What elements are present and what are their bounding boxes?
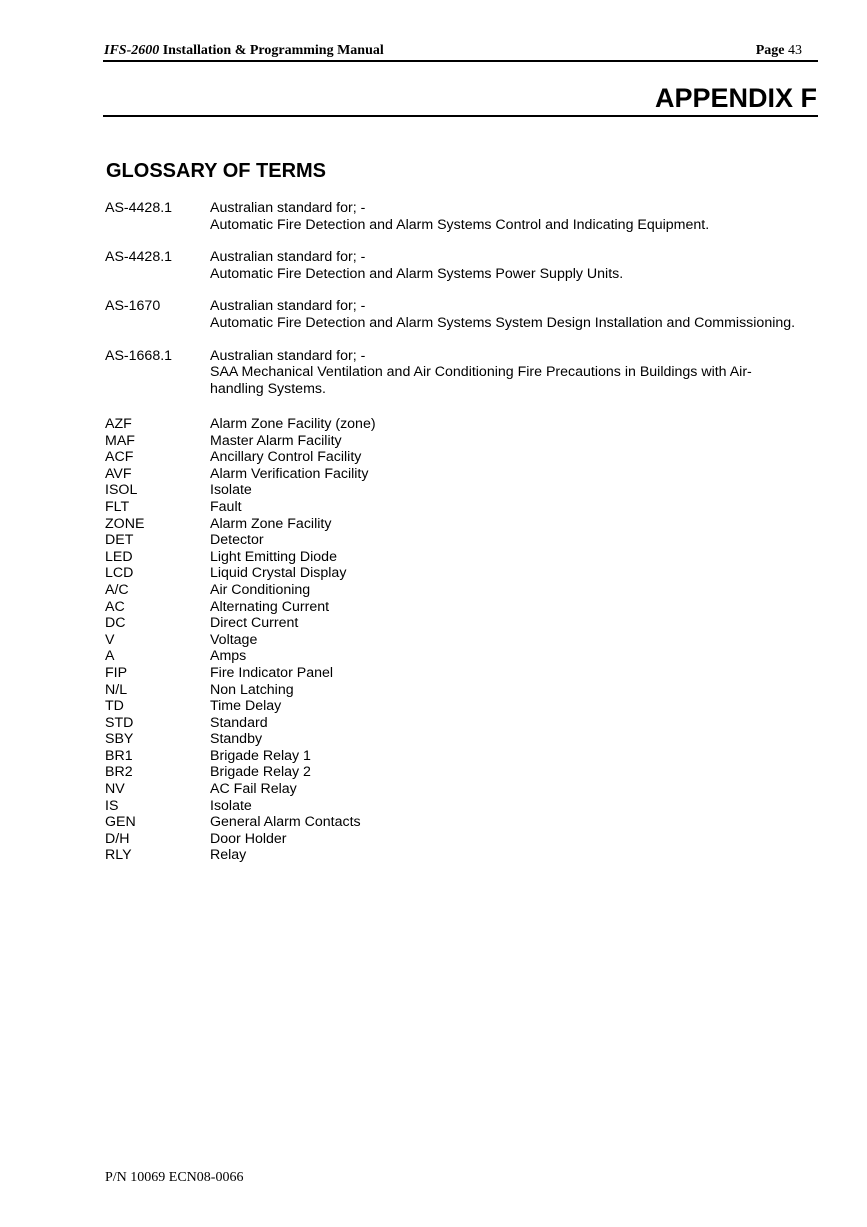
- appendix-divider: [103, 115, 818, 117]
- abbreviation-definition: Direct Current: [210, 615, 299, 632]
- header-divider: [103, 60, 818, 62]
- abbreviation-definition: Standard: [210, 714, 268, 731]
- definition-line: Australian standard for; -: [210, 249, 366, 266]
- definition-line: Automatic Fire Detection and Alarm Systems System Design Installation and Commissioning.: [210, 314, 796, 331]
- abbreviation-row: [105, 549, 705, 566]
- abbreviation-row: [105, 582, 705, 599]
- manual-title-rest: Installation & Programming Manual: [159, 43, 384, 58]
- abbreviation-term: FIP: [105, 664, 128, 681]
- definition-line: Australian standard for; -: [210, 347, 366, 364]
- abbreviation-definition: Time Delay: [210, 698, 282, 715]
- definition-line: Automatic Fire Detection and Alarm Systems Power Supply Units.: [210, 265, 624, 282]
- abbreviation-definition: Detector: [210, 532, 264, 549]
- abbreviation-term: ISOL: [105, 482, 138, 499]
- abbreviation-term: LCD: [105, 565, 134, 582]
- abbreviation-term: ZONE: [105, 515, 145, 532]
- abbreviation-definition: Isolate: [210, 482, 252, 499]
- abbreviation-term: AZF: [105, 416, 132, 432]
- abbreviation-row: [105, 764, 705, 781]
- abbreviation-row: [105, 632, 705, 649]
- abbreviation-term: NV: [105, 781, 125, 798]
- standard-term: AS-1668.1: [105, 347, 173, 364]
- abbreviation-row: [105, 516, 705, 533]
- page-indicator: [756, 42, 802, 60]
- abbreviation-row: [105, 698, 705, 715]
- page-number: 43: [788, 43, 802, 58]
- definition-line: Automatic Fire Detection and Alarm Systems Control and Indicating Equipment.: [210, 216, 710, 233]
- abbreviation-row: [105, 665, 705, 682]
- abbreviation-definition: Light Emitting Diode: [210, 548, 337, 565]
- standard-definition: [210, 348, 817, 398]
- standard-entry: [105, 298, 817, 331]
- abbreviation-definition: Master Alarm Facility: [210, 432, 342, 449]
- abbreviation-term: DET: [105, 532, 134, 549]
- standards-list: [105, 200, 817, 413]
- abbreviation-row: [105, 682, 705, 699]
- standard-term: AS-4428.1: [105, 249, 173, 266]
- appendix-title: APPENDIX F: [654, 83, 817, 113]
- standard-term: AS-1670: [105, 298, 161, 315]
- abbreviation-term: IS: [105, 797, 119, 814]
- standard-entry: [105, 200, 817, 233]
- abbreviation-term: DC: [105, 615, 126, 632]
- abbreviation-row: [105, 416, 705, 433]
- abbreviation-term: TD: [105, 698, 124, 715]
- abbreviation-definition: Alarm Zone Facility: [210, 515, 332, 532]
- abbreviation-term: AVF: [105, 465, 132, 482]
- abbreviation-definition: Brigade Relay 2: [210, 764, 311, 781]
- abbreviation-term: RLY: [105, 847, 132, 864]
- abbreviation-definition: General Alarm Contacts: [210, 814, 361, 831]
- abbreviation-row: [105, 748, 705, 765]
- model-name: IFS-2600: [104, 43, 160, 58]
- definition-line: Australian standard for; -: [210, 298, 366, 315]
- abbreviation-definition: Amps: [210, 648, 247, 665]
- abbreviation-definition: Alternating Current: [210, 598, 330, 615]
- abbreviation-definition: Voltage: [210, 631, 258, 648]
- abbreviation-term: A: [105, 648, 115, 665]
- abbreviation-definition: Standby: [210, 731, 263, 748]
- abbreviation-row: [105, 532, 705, 549]
- abbreviation-row: [105, 433, 705, 450]
- abbreviation-definition: Isolate: [210, 797, 252, 814]
- abbreviation-definition: Air Conditioning: [210, 581, 311, 598]
- abbreviation-term: LED: [105, 548, 133, 565]
- standard-definition: [210, 249, 817, 282]
- abbreviation-row: [105, 482, 705, 499]
- abbreviation-row: [105, 648, 705, 665]
- standard-term: AS-4428.1: [105, 200, 173, 216]
- part-number-footer: P/N 10069 ECN08-0066: [105, 1170, 244, 1185]
- abbreviation-definition: Non Latching: [210, 681, 294, 698]
- abbreviation-row: [105, 615, 705, 632]
- abbreviation-row: [105, 847, 705, 864]
- standard-entry: [105, 348, 817, 398]
- abbreviation-definition: Liquid Crystal Display: [210, 565, 347, 582]
- abbreviation-definition: Fault: [210, 498, 242, 515]
- abbreviation-term: D/H: [105, 830, 130, 847]
- abbreviation-term: STD: [105, 714, 134, 731]
- abbreviation-term: BR1: [105, 747, 133, 764]
- abbreviation-definition: Door Holder: [210, 830, 287, 847]
- abbreviation-row: [105, 715, 705, 732]
- definition-line: SAA Mechanical Ventilation and Air Conditioning Fire Precautions in Buildings with Air-: [210, 364, 752, 381]
- abbreviation-definition: AC Fail Relay: [210, 781, 297, 798]
- abbreviation-term: N/L: [105, 681, 128, 698]
- standard-entry: [105, 249, 817, 282]
- definition-line: handling Systems.: [210, 380, 326, 397]
- abbreviation-row: [105, 731, 705, 748]
- abbreviation-term: MAF: [105, 432, 135, 449]
- standard-definition: [210, 298, 817, 331]
- abbreviation-row: [105, 831, 705, 848]
- abbreviation-definition: Ancillary Control Facility: [210, 449, 362, 466]
- abbreviation-definition: Fire Indicator Panel: [210, 664, 334, 681]
- abbreviations-list: [105, 416, 705, 864]
- abbreviation-term: ACF: [105, 449, 134, 466]
- abbreviation-term: A/C: [105, 581, 129, 598]
- page-label: Page: [755, 43, 785, 58]
- abbreviation-row: [105, 499, 705, 516]
- standard-definition: [210, 200, 817, 233]
- page-header: [104, 42, 818, 60]
- manual-title: [104, 42, 384, 60]
- abbreviation-row: [105, 781, 705, 798]
- abbreviation-row: [105, 449, 705, 466]
- abbreviation-term: FLT: [105, 498, 130, 515]
- abbreviation-term: AC: [105, 598, 125, 615]
- abbreviation-term: SBY: [105, 731, 134, 748]
- abbreviation-row: [105, 814, 705, 831]
- definition-line: Australian standard for; -: [210, 200, 366, 216]
- abbreviation-definition: Alarm Zone Facility (zone): [210, 416, 376, 432]
- abbreviation-term: V: [105, 631, 115, 648]
- abbreviation-row: [105, 466, 705, 483]
- abbreviation-term: BR2: [105, 764, 133, 781]
- abbreviation-row: [105, 798, 705, 815]
- abbreviation-definition: Alarm Verification Facility: [210, 465, 369, 482]
- abbreviation-row: [105, 565, 705, 582]
- abbreviation-definition: Relay: [210, 847, 247, 864]
- abbreviation-term: GEN: [105, 814, 136, 831]
- section-title: GLOSSARY OF TERMS: [106, 160, 327, 182]
- abbreviation-row: [105, 599, 705, 616]
- abbreviation-definition: Brigade Relay 1: [210, 747, 311, 764]
